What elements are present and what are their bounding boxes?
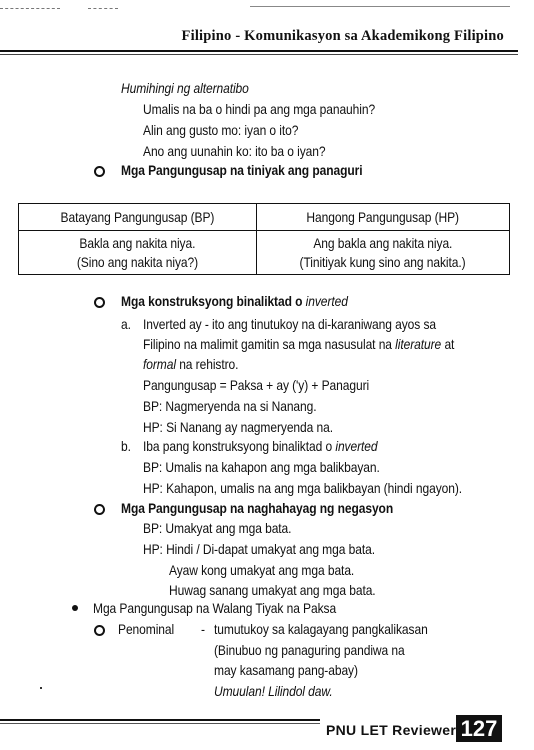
item-a-line-2 — [143, 336, 454, 352]
alt-line-1: Umalis na ba o hindi pa ang mga panauhin? — [143, 101, 376, 117]
circle-bullet-icon — [94, 166, 105, 177]
comparison-table — [18, 203, 510, 275]
negation-line-1: Ayaw kong umakyat ang mga bata. — [169, 562, 355, 578]
sub-desc-1: tumutukoy sa kalagayang pangkalikasan — [214, 621, 428, 637]
hp-example-b: HP: Kahapon, umalis na ang mga balikbayan (hindi ngayon). — [143, 480, 463, 496]
alt-heading: Humihingi ng alternatibo — [121, 80, 249, 96]
stray-mark — [40, 687, 42, 689]
footer-label: PNU LET Reviewer — [326, 722, 457, 738]
table-header-left — [19, 209, 256, 227]
item-a-line-1: Inverted ay - ito ang tinutukoy na di-karaniwang ayos sa — [143, 316, 437, 332]
table-header-right — [257, 209, 509, 227]
sub-desc-3: may kasamang pang-abay) — [214, 662, 358, 678]
footer-rule-thin — [0, 723, 320, 724]
table-cell-left-2-text: (Sino ang nakita niya?) — [76, 254, 199, 270]
table-header-left-text: Batayang Pangungusap (BP) — [60, 209, 215, 225]
header-title: Filipino - Komunikasyon sa Akademikong Filipino — [181, 28, 504, 44]
circle-bullet-icon — [94, 625, 105, 636]
bullet-2-italic: inverted — [305, 293, 348, 309]
circle-bullet-icon — [94, 504, 105, 515]
bp-example-c: BP: Umakyat ang mga bata. — [143, 520, 292, 536]
bullet-2-text — [121, 293, 348, 309]
table-cell-left-2 — [19, 254, 256, 272]
bp-example-b: BP: Umalis na kahapon ang mga balikbayan. — [143, 459, 380, 475]
table-cell-right-1 — [257, 235, 509, 253]
item-a-line-3-italic: formal — [143, 356, 176, 372]
item-a-line-2-italic: literature — [395, 336, 442, 352]
table-cell-right-2-text: (Tinitiyak kung sino ang nakita.) — [299, 254, 467, 270]
item-a-label: a. — [121, 316, 131, 332]
item-b-italic: inverted — [335, 438, 378, 454]
hp-example-a: HP: Si Nanang ay nagmeryenda na. — [143, 419, 334, 435]
top-dash-mid — [88, 8, 118, 9]
sub-example: Umuulan! Lilindol daw. — [214, 683, 333, 699]
header-rule — [0, 50, 518, 52]
table-header-right-text: Hangong Pangungusap (HP) — [306, 209, 460, 225]
table-cell-left-1 — [19, 235, 256, 253]
table-cell-left-1-text: Bakla ang nakita niya. — [79, 235, 196, 251]
alt-line-2: Alin ang gusto mo: iyan o ito? — [143, 122, 299, 138]
sub-desc-2: (Binubuo ng panaguring pandiwa na — [214, 642, 405, 658]
bullet-2-prefix: Mga konstruksyong binaliktad o — [121, 293, 303, 309]
bp-example-a: BP: Nagmeryenda na si Nanang. — [143, 398, 317, 414]
item-a-line-2-post: at — [444, 336, 455, 352]
item-b-pre: Iba pang konstruksyong binaliktad o — [143, 438, 333, 454]
table-cell-right-2 — [257, 254, 509, 272]
circle-bullet-icon — [94, 297, 105, 308]
bullet-1-text: Mga Pangungusap na tiniyak ang panaguri — [121, 162, 363, 178]
top-rule — [250, 6, 510, 7]
item-a-line-3 — [143, 356, 238, 372]
bullet-3-text: Mga Pangungusap na naghahayag ng negasyon — [121, 500, 394, 516]
sub-dash: - — [201, 621, 205, 637]
hp-example-c: HP: Hindi / Di-dapat umakyat ang mga bata. — [143, 541, 375, 557]
page-number: 127 — [456, 715, 502, 742]
item-b-label: b. — [121, 438, 131, 454]
footer-rule — [0, 719, 320, 721]
table-header-rule — [19, 230, 509, 231]
formula: Pangungusap = Paksa + ay ('y) + Panaguri — [143, 377, 370, 393]
table-cell-right-1-text: Ang bakla ang nakita niya. — [313, 235, 453, 251]
header-rule-thin — [0, 54, 518, 55]
item-a-line-2-pre: Filipino na malimit gamitin sa mga nasusulat na — [143, 336, 392, 352]
sub-label: Penominal — [118, 621, 175, 637]
item-a-line-3-post: na rehistro. — [179, 356, 239, 372]
bullet-4-text: Mga Pangungusap na Walang Tiyak na Paksa — [93, 600, 337, 616]
top-dash-left — [0, 8, 60, 9]
negation-line-2: Huwag sanang umakyat ang mga bata. — [169, 582, 376, 598]
item-b-line — [143, 438, 378, 454]
dot-bullet-icon — [72, 605, 78, 611]
alt-line-3: Ano ang uunahin ko: ito ba o iyan? — [143, 143, 326, 159]
